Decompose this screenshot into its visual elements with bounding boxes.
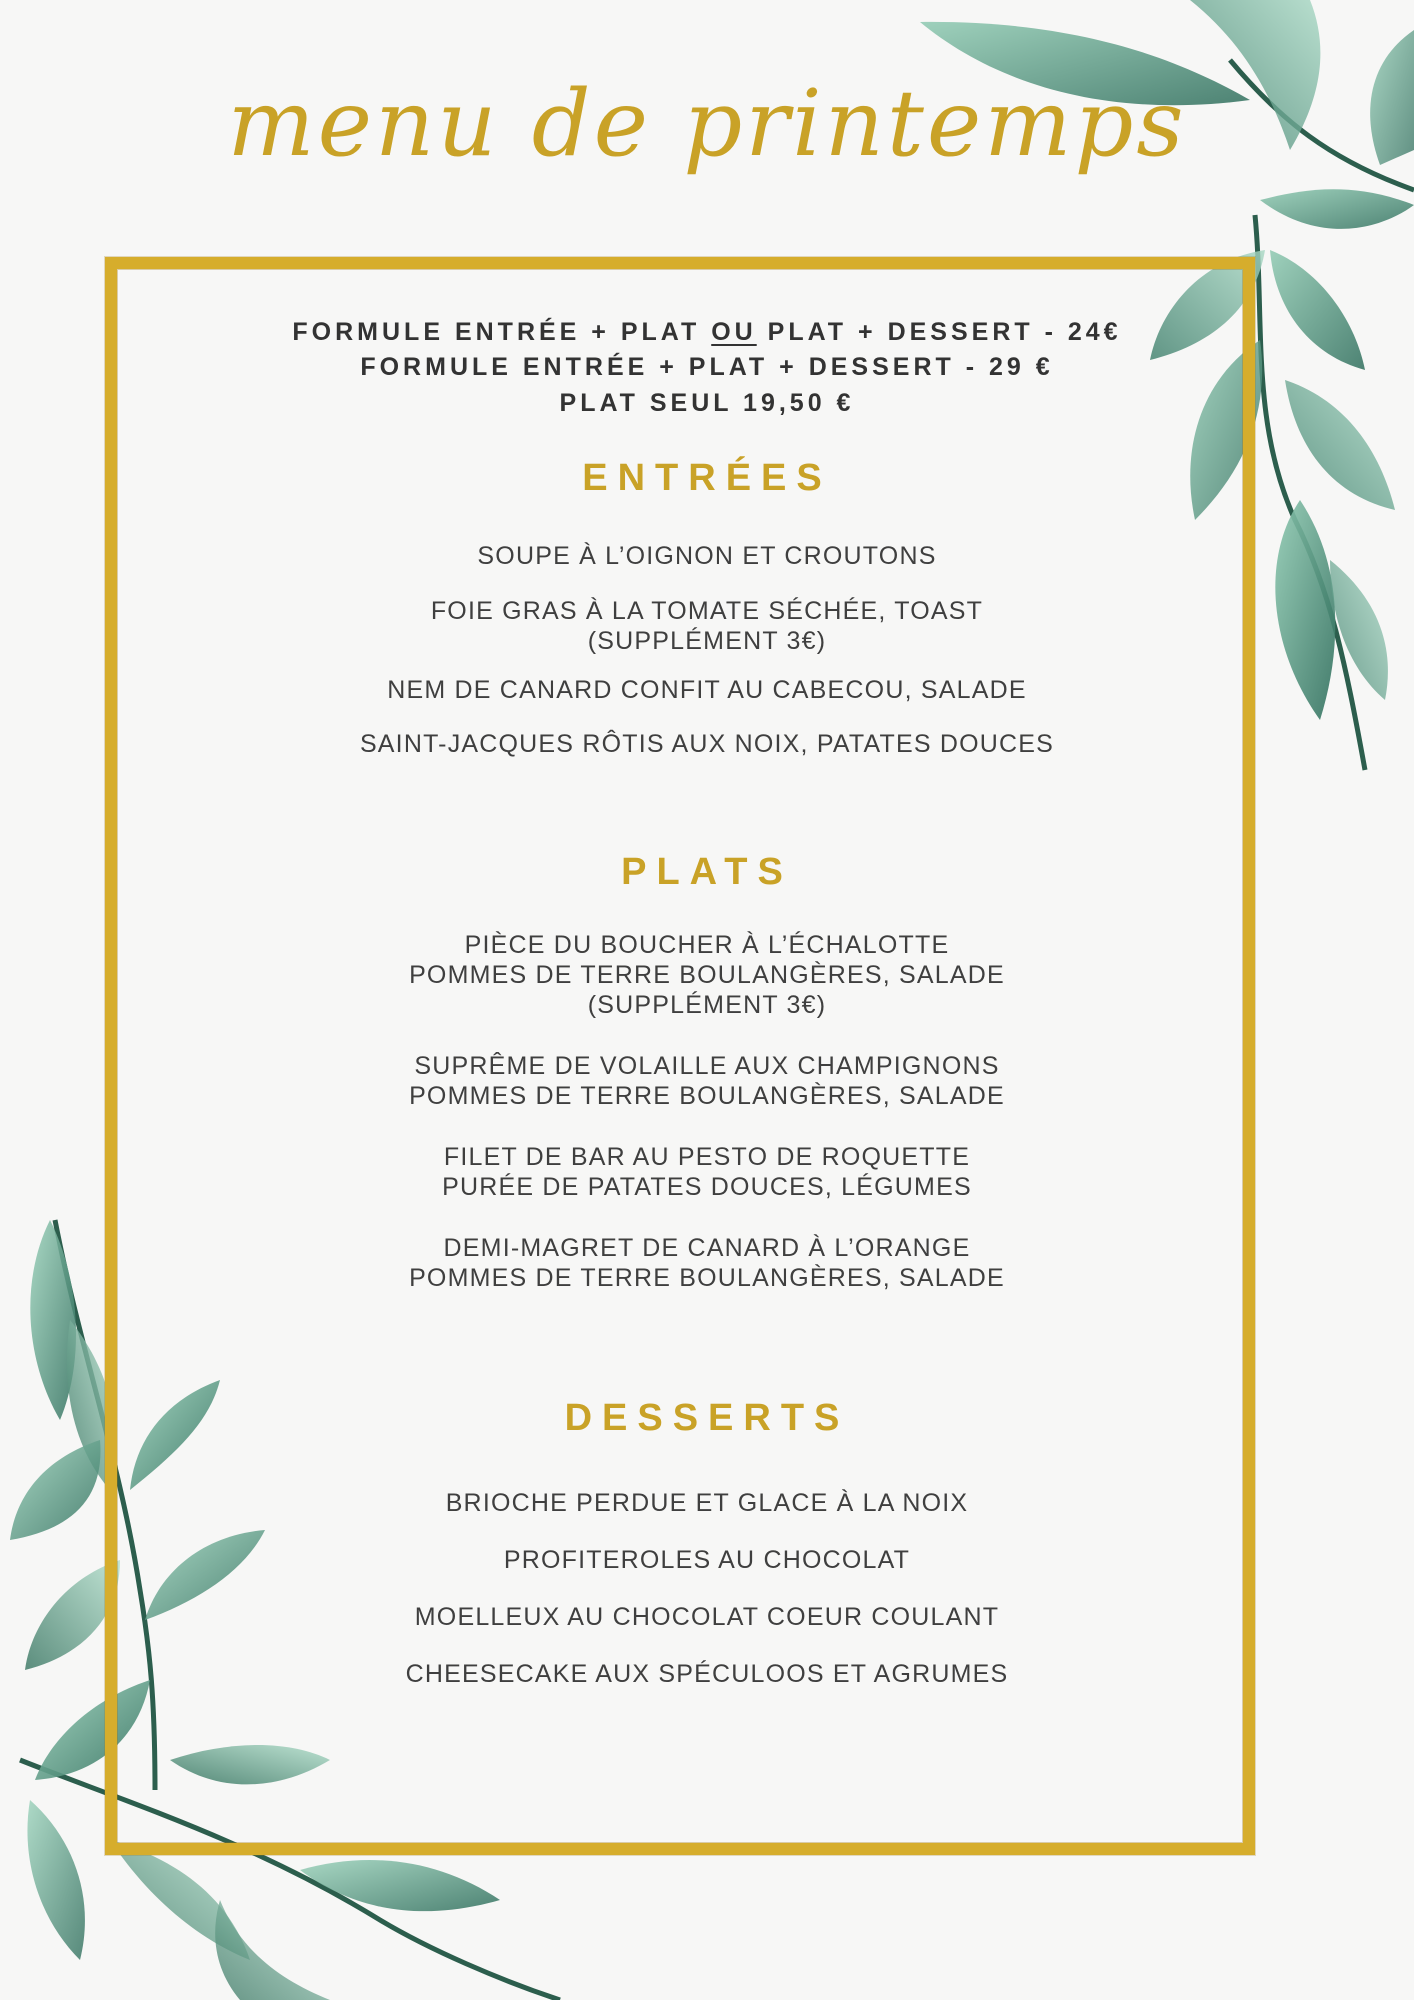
menu-item (0, 1659, 1414, 1689)
menu-item-line: POMMES DE TERRE BOULANGÈRES, SALADE (409, 1264, 1005, 1292)
section-title-desserts: DESSERTS (564, 1397, 850, 1439)
menu-item-line: FILET DE BAR AU PESTO DE ROQUETTE (443, 1143, 971, 1171)
menu-item (0, 1233, 1414, 1293)
menu-item-line: POMMES DE TERRE BOULANGÈRES, SALADE (409, 961, 1005, 989)
menu-item-line: NEM DE CANARD CONFIT AU CABECOU, SALADE (387, 676, 1027, 704)
menu-item (0, 1051, 1414, 1111)
formule-underlined-text: OU (711, 318, 757, 346)
menu-item-line: SAINT-JACQUES RÔTIS AUX NOIX, PATATES DOUCES (359, 730, 1055, 758)
menu-item-line: SUPRÊME DE VOLAILLE AUX CHAMPIGNONS (414, 1052, 1000, 1080)
menu-item (0, 541, 1414, 571)
menu-item-line: PROFITEROLES AU CHOCOLAT (503, 1546, 911, 1574)
menu-item (0, 1545, 1414, 1575)
formule-line-2: FORMULE ENTRÉE + PLAT + DESSERT - 29 € (360, 353, 1054, 381)
menu-item (0, 1488, 1414, 1518)
formule-text: FORMULE ENTRÉE + PLAT (292, 318, 712, 346)
formule-line-1 (0, 318, 1414, 347)
menu-item (0, 930, 1414, 1020)
menu-item (0, 1602, 1414, 1632)
menu-item (0, 596, 1414, 656)
section-title-entrees: ENTRÉES (582, 457, 832, 499)
menu-item-line: MOELLEUX AU CHOCOLAT COEUR COULANT (414, 1603, 1000, 1631)
menu-item-line: SOUPE À L’OIGNON ET CROUTONS (477, 542, 937, 570)
menu-title: menu de printemps (227, 70, 1187, 177)
menu-item (0, 675, 1414, 705)
menu-item-line: (SUPPLÉMENT 3€) (587, 991, 827, 1019)
menu-item-line: (SUPPLÉMENT 3€) (587, 627, 827, 655)
menu-item (0, 729, 1414, 759)
formule-line-3: PLAT SEUL 19,50 € (559, 389, 855, 417)
menu-item-line: PIÈCE DU BOUCHER À L’ÉCHALOTTE (464, 931, 950, 959)
menu-item-line: FOIE GRAS À LA TOMATE SÉCHÉE, TOAST (430, 597, 984, 625)
section-title-plats: PLATS (621, 851, 793, 893)
menu-item-line: BRIOCHE PERDUE ET GLACE À LA NOIX (445, 1489, 969, 1517)
menu-item-line: POMMES DE TERRE BOULANGÈRES, SALADE (409, 1082, 1005, 1110)
formule-text: PLAT + DESSERT - 24€ (756, 318, 1122, 346)
menu-item-line: DEMI-MAGRET DE CANARD À L’ORANGE (443, 1234, 971, 1262)
menu-item (0, 1142, 1414, 1202)
menu-item-line: CHEESECAKE AUX SPÉCULOOS ET AGRUMES (405, 1660, 1009, 1688)
menu-item-line: PURÉE DE PATATES DOUCES, LÉGUMES (442, 1173, 972, 1201)
